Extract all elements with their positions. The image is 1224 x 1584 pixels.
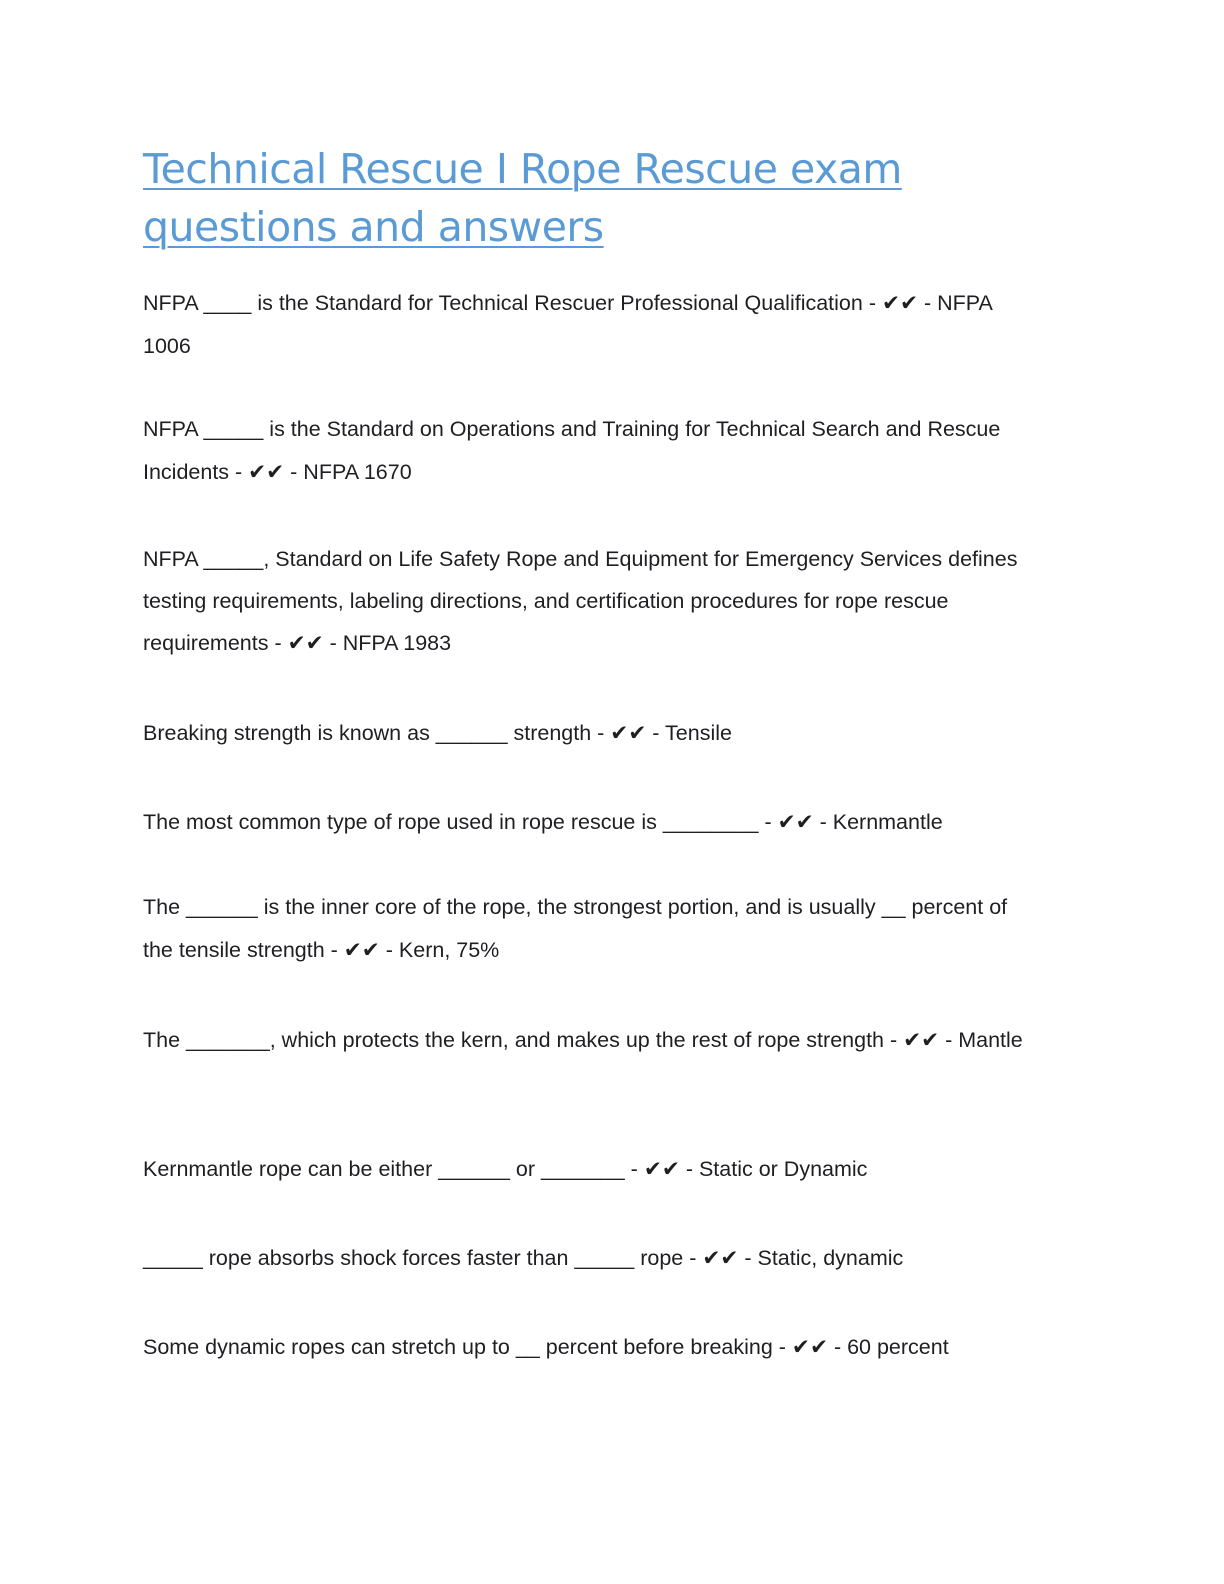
qa-item-2: NFPA _____ is the Standard on Operations and Training for Technical Search and Rescue Incidents - ✔✔ - NFPA 1670 [143, 417, 1001, 484]
document-page [143, 140, 1083, 1359]
qa-item-3: NFPA _____, Standard on Life Safety Rope and Equipment for Emergency Services defines testing requirements, labeling directions, and certification procedures for rope rescue requirements - ✔✔ - NFPA 1983 [143, 547, 1018, 655]
qa-item-1: NFPA ____ is the Standard for Technical Rescuer Professional Qualification - ✔✔ - NFPA 1006 [143, 291, 992, 358]
qa-item-9: _____ rope absorbs shock forces faster than _____ rope - ✔✔ - Static, dynamic [143, 1246, 904, 1270]
qa-item-6: The ______ is the inner core of the rope, the strongest portion, and is usually __ percent of the tensile strength - ✔✔ - Kern, 75% [143, 895, 1008, 962]
qa-item-10: Some dynamic ropes can stretch up to __ percent before breaking - ✔✔ - 60 percent [143, 1335, 949, 1359]
qa-item-8: Kernmantle rope can be either ______ or _______ - ✔✔ - Static or Dynamic [143, 1157, 868, 1181]
document-title[interactable]: Technical Rescue I Rope Rescue exam questions and answers [143, 145, 902, 251]
qa-item-5: The most common type of rope used in rope rescue is ________ - ✔✔ - Kernmantle [143, 810, 943, 834]
qa-item-4: Breaking strength is known as ______ strength - ✔✔ - Tensile [143, 721, 732, 745]
qa-item-7: The _______, which protects the kern, and makes up the rest of rope strength - ✔✔ - Mantle [143, 1028, 1023, 1052]
